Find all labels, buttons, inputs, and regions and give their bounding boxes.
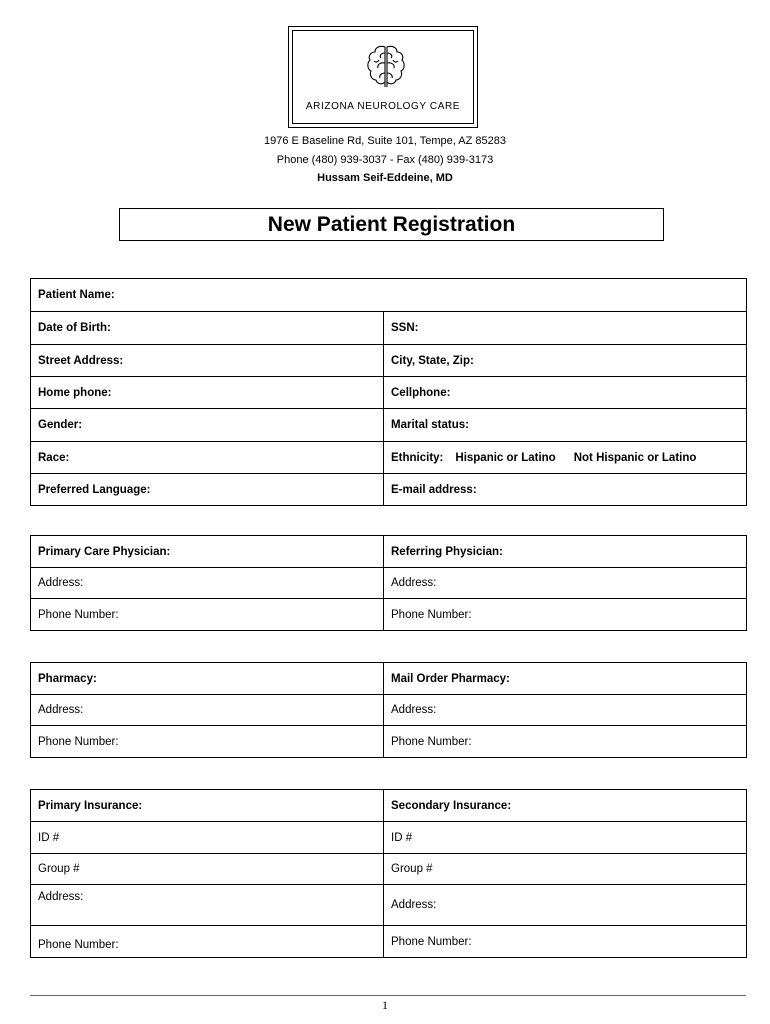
race-field[interactable]: Race: xyxy=(31,442,384,474)
secondary-insurance-address-field[interactable]: Address: xyxy=(384,885,747,926)
pharmacy-address-field[interactable]: Address: xyxy=(31,695,384,726)
doctor-name: Hussam Seif-Eddeine, MD xyxy=(317,172,453,184)
gender-field[interactable]: Gender: xyxy=(31,409,384,442)
clinic-logo xyxy=(288,26,478,128)
secondary-insurance-field[interactable]: Secondary Insurance: xyxy=(384,790,747,822)
secondary-insurance-phone-field[interactable]: Phone Number: xyxy=(384,926,747,958)
pharmacy-field[interactable]: Pharmacy: xyxy=(31,663,384,695)
footer-divider xyxy=(30,995,746,996)
preferred-language-field[interactable]: Preferred Language: xyxy=(31,474,384,506)
dob-field[interactable]: Date of Birth: xyxy=(31,312,384,345)
street-address-field[interactable]: Street Address: xyxy=(31,345,384,377)
primary-insurance-address-field[interactable]: Address: xyxy=(31,885,384,926)
ethnicity-option-not-hispanic[interactable]: Not Hispanic or Latino xyxy=(573,451,697,464)
city-state-zip-field[interactable]: City, State, Zip: xyxy=(384,345,747,377)
secondary-id-field[interactable]: ID # xyxy=(384,822,747,854)
mail-order-address-field[interactable]: Address: xyxy=(384,695,747,726)
physicians-table xyxy=(30,535,747,631)
home-phone-field[interactable]: Home phone: xyxy=(31,377,384,409)
cellphone-field[interactable]: Cellphone: xyxy=(384,377,747,409)
ethnicity-label: Ethnicity: xyxy=(391,451,444,464)
insurance-table xyxy=(30,789,747,958)
patient-info-table xyxy=(30,278,747,506)
ethnicity-field xyxy=(384,442,747,474)
primary-care-physician-field[interactable]: Primary Care Physician: xyxy=(31,536,384,568)
clinic-name: ARIZONA NEUROLOGY CARE xyxy=(305,101,461,112)
secondary-group-field[interactable]: Group # xyxy=(384,854,747,885)
pharmacy-phone-field[interactable]: Phone Number: xyxy=(31,726,384,758)
patient-name-field[interactable]: Patient Name: xyxy=(31,279,747,312)
marital-status-field[interactable]: Marital status: xyxy=(384,409,747,442)
referring-address-field[interactable]: Address: xyxy=(384,568,747,599)
primary-insurance-field[interactable]: Primary Insurance: xyxy=(31,790,384,822)
mail-order-phone-field[interactable]: Phone Number: xyxy=(384,726,747,758)
email-field[interactable]: E-mail address: xyxy=(384,474,747,506)
ssn-field[interactable]: SSN: xyxy=(384,312,747,345)
pharmacy-table xyxy=(30,662,747,758)
referring-physician-field[interactable]: Referring Physician: xyxy=(384,536,747,568)
primary-id-field[interactable]: ID # xyxy=(31,822,384,854)
ethnicity-option-hispanic[interactable]: Hispanic or Latino xyxy=(455,451,556,464)
primary-insurance-phone-field[interactable]: Phone Number: xyxy=(31,926,384,958)
brain-icon xyxy=(365,43,407,89)
clinic-phone-fax: Phone (480) 939-3037 - Fax (480) 939-3173 xyxy=(276,154,494,166)
clinic-address: 1976 E Baseline Rd, Suite 101, Tempe, AZ 85283 xyxy=(264,135,506,147)
referring-phone-field[interactable]: Phone Number: xyxy=(384,599,747,631)
page-number: 1 xyxy=(382,998,388,1012)
pcp-phone-field[interactable]: Phone Number: xyxy=(31,599,384,631)
page-title: New Patient Registration xyxy=(119,208,664,241)
mail-order-pharmacy-field[interactable]: Mail Order Pharmacy: xyxy=(384,663,747,695)
logo-inner-frame xyxy=(292,30,474,124)
primary-group-field[interactable]: Group # xyxy=(31,854,384,885)
pcp-address-field[interactable]: Address: xyxy=(31,568,384,599)
